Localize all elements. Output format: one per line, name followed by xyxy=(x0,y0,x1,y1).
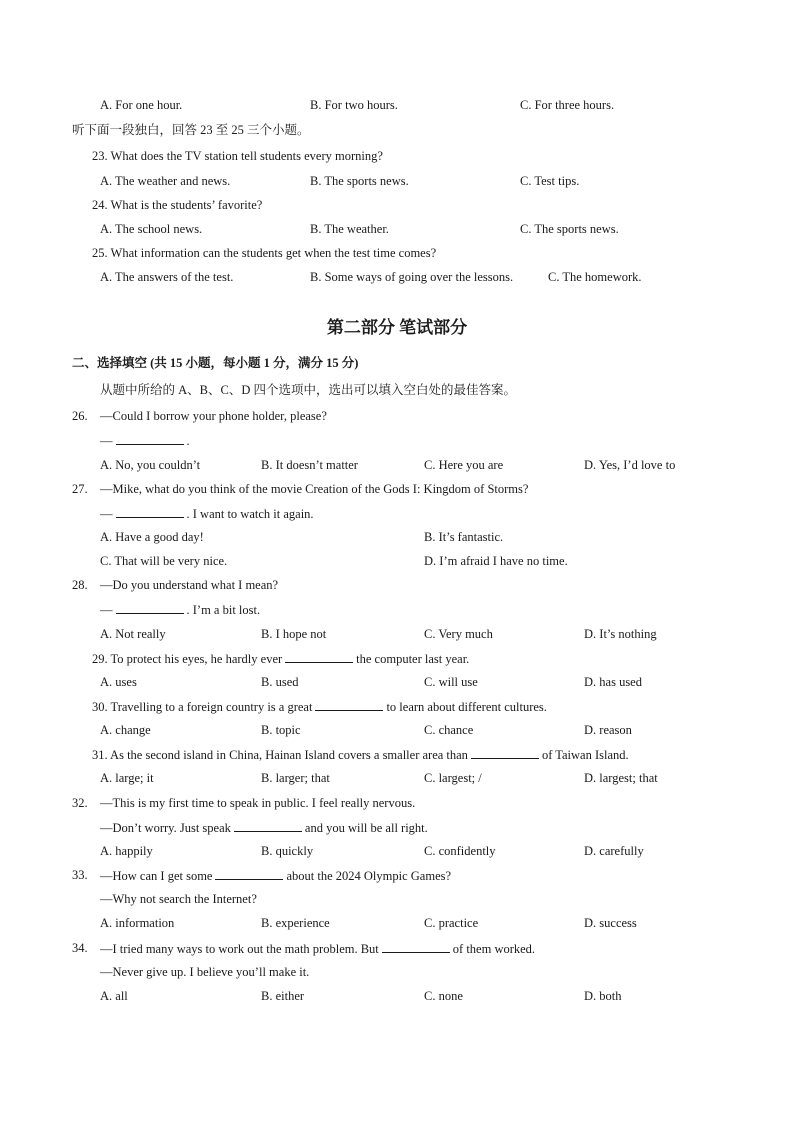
q33-line1-prefix: —How can I get some xyxy=(100,869,213,883)
q29-option-c: C. will use xyxy=(424,675,478,689)
q25-option-b: B. Some ways of going over the lessons. xyxy=(310,270,514,284)
q31-option-a: A. large; it xyxy=(100,771,154,785)
q28-line2 xyxy=(100,601,260,618)
q26-option-b: B. It doesn’t matter xyxy=(261,458,358,472)
q28-option-d: D. It’s nothing xyxy=(584,627,657,641)
q27-line2 xyxy=(100,505,314,522)
q30-option-d: D. reason xyxy=(584,723,632,737)
q32-option-d: D. carefully xyxy=(584,844,644,858)
q29-stem-prefix: 29. To protect his eyes, he hardly ever xyxy=(92,652,283,666)
q34-number: 34. xyxy=(72,941,88,955)
q32-option-c: C. confidently xyxy=(424,844,496,858)
q26-line1: —Could I borrow your phone holder, please? xyxy=(100,409,327,423)
q33-line2: —Why not search the Internet? xyxy=(100,892,257,906)
q27-number: 27. xyxy=(72,482,88,496)
section-instruction: 从题中所给的 A、B、C、D 四个选项中，选出可以填入空白处的最佳答案。 xyxy=(100,383,516,397)
q32-line2-prefix: —Don’t worry. Just speak xyxy=(100,821,231,835)
q26-line2 xyxy=(100,432,190,449)
q22-option-b: B. For two hours. xyxy=(310,98,398,112)
q32-line2 xyxy=(100,819,428,836)
q34-line2: —Never give up. I believe you’ll make it. xyxy=(100,965,310,979)
q28-line1: —Do you understand what I mean? xyxy=(100,578,279,592)
q32-line1: —This is my first time to speak in public. I feel really nervous. xyxy=(100,796,416,810)
q23-option-a: A. The weather and news. xyxy=(100,174,231,188)
q24-option-a: A. The school news. xyxy=(100,222,203,236)
q33-line1 xyxy=(100,867,451,884)
q34-option-c: C. none xyxy=(424,989,463,1003)
q28-answer-blank[interactable] xyxy=(116,601,184,614)
q25-option-c: C. The homework. xyxy=(548,270,642,284)
q34-line1-prefix: —I tried many ways to work out the math problem. But xyxy=(100,942,379,956)
q26-option-c: C. Here you are xyxy=(424,458,504,472)
q24-option-b: B. The weather. xyxy=(310,222,389,236)
q30-stem-suffix: to learn about different cultures. xyxy=(386,700,547,714)
q27-answer-blank[interactable] xyxy=(116,505,184,518)
q25-option-a: A. The answers of the test. xyxy=(100,270,234,284)
q33-option-d: D. success xyxy=(584,916,637,930)
q32-option-b: B. quickly xyxy=(261,844,314,858)
q23-option-c: C. Test tips. xyxy=(520,174,580,188)
q26-option-d: D. Yes, I’d love to xyxy=(584,458,676,472)
q32-line2-suffix: and you will be all right. xyxy=(304,821,428,835)
q24-option-c: C. The sports news. xyxy=(520,222,619,236)
q27-option-d: D. I’m afraid I have no time. xyxy=(424,554,568,568)
q31-stem-prefix: 31. As the second island in China, Hainan Island covers a smaller area than xyxy=(92,748,468,762)
q22-option-a: A. For one hour. xyxy=(100,98,183,112)
q27-line1: —Mike, what do you think of the movie Creation of the Gods I: Kingdom of Storms? xyxy=(100,482,529,496)
q25-stem: 25. What information can the students get when the test time comes? xyxy=(92,246,437,260)
q28-option-a: A. Not really xyxy=(100,627,166,641)
section-title: 二、选择填空 (共 15 小题，每小题 1 分，满分 15 分) xyxy=(72,356,359,370)
q31-option-b: B. larger; that xyxy=(261,771,330,785)
q29-answer-blank[interactable] xyxy=(285,650,353,663)
q22-option-c: C. For three hours. xyxy=(520,98,615,112)
q34-line1-suffix: of them worked. xyxy=(452,942,536,956)
q32-answer-blank[interactable] xyxy=(234,819,302,832)
q33-number: 33. xyxy=(72,868,88,882)
q33-option-b: B. experience xyxy=(261,916,330,930)
q31-stem xyxy=(92,746,629,763)
part-title: 第二部分 笔试部分 xyxy=(326,318,468,337)
q31-stem-suffix: of Taiwan Island. xyxy=(541,748,629,762)
q31-option-c: C. largest; / xyxy=(424,771,482,785)
q26-line2-prefix: — xyxy=(100,434,113,448)
q31-answer-blank[interactable] xyxy=(471,746,539,759)
q33-answer-blank[interactable] xyxy=(215,867,283,880)
q28-line2-prefix: — xyxy=(100,603,113,617)
q28-line2-suffix: . I’m a bit lost. xyxy=(186,603,261,617)
q27-option-b: B. It’s fantastic. xyxy=(424,530,504,544)
q30-stem-prefix: 30. Travelling to a foreign country is a great xyxy=(92,700,313,714)
q34-line1 xyxy=(100,940,535,957)
q29-stem xyxy=(92,650,469,667)
q28-option-c: C. Very much xyxy=(424,627,493,641)
q28-option-b: B. I hope not xyxy=(261,627,327,641)
q28-number: 28. xyxy=(72,578,88,592)
q34-answer-blank[interactable] xyxy=(382,940,450,953)
q30-option-b: B. topic xyxy=(261,723,301,737)
q34-option-d: D. both xyxy=(584,989,622,1003)
q26-number: 26. xyxy=(72,409,88,423)
q26-line2-suffix: . xyxy=(186,434,190,448)
q27-option-a: A. Have a good day! xyxy=(100,530,204,544)
q32-option-a: A. happily xyxy=(100,844,153,858)
q33-line1-suffix: about the 2024 Olympic Games? xyxy=(286,869,452,883)
q33-option-a: A. information xyxy=(100,916,175,930)
q30-stem xyxy=(92,698,547,715)
q29-option-b: B. used xyxy=(261,675,299,689)
q32-number: 32. xyxy=(72,796,88,810)
q30-answer-blank[interactable] xyxy=(315,698,383,711)
q30-option-c: C. chance xyxy=(424,723,474,737)
q23-option-b: B. The sports news. xyxy=(310,174,409,188)
q26-option-a: A. No, you couldn’t xyxy=(100,458,201,472)
q27-line2-suffix: . I want to watch it again. xyxy=(186,507,314,521)
q29-stem-suffix: the computer last year. xyxy=(356,652,470,666)
q30-option-a: A. change xyxy=(100,723,151,737)
q27-option-c: C. That will be very nice. xyxy=(100,554,228,568)
listening-instruction: 听下面一段独白，回答 23 至 25 三个小题。 xyxy=(72,123,310,137)
q29-option-d: D. has used xyxy=(584,675,642,689)
q34-option-a: A. all xyxy=(100,989,128,1003)
q27-line2-prefix: — xyxy=(100,507,113,521)
q34-option-b: B. either xyxy=(261,989,305,1003)
q26-answer-blank[interactable] xyxy=(116,432,184,445)
q23-stem: 23. What does the TV station tell students every morning? xyxy=(92,149,383,163)
q29-option-a: A. uses xyxy=(100,675,137,689)
q24-stem: 24. What is the students’ favorite? xyxy=(92,198,263,212)
q33-option-c: C. practice xyxy=(424,916,479,930)
q31-option-d: D. largest; that xyxy=(584,771,658,785)
